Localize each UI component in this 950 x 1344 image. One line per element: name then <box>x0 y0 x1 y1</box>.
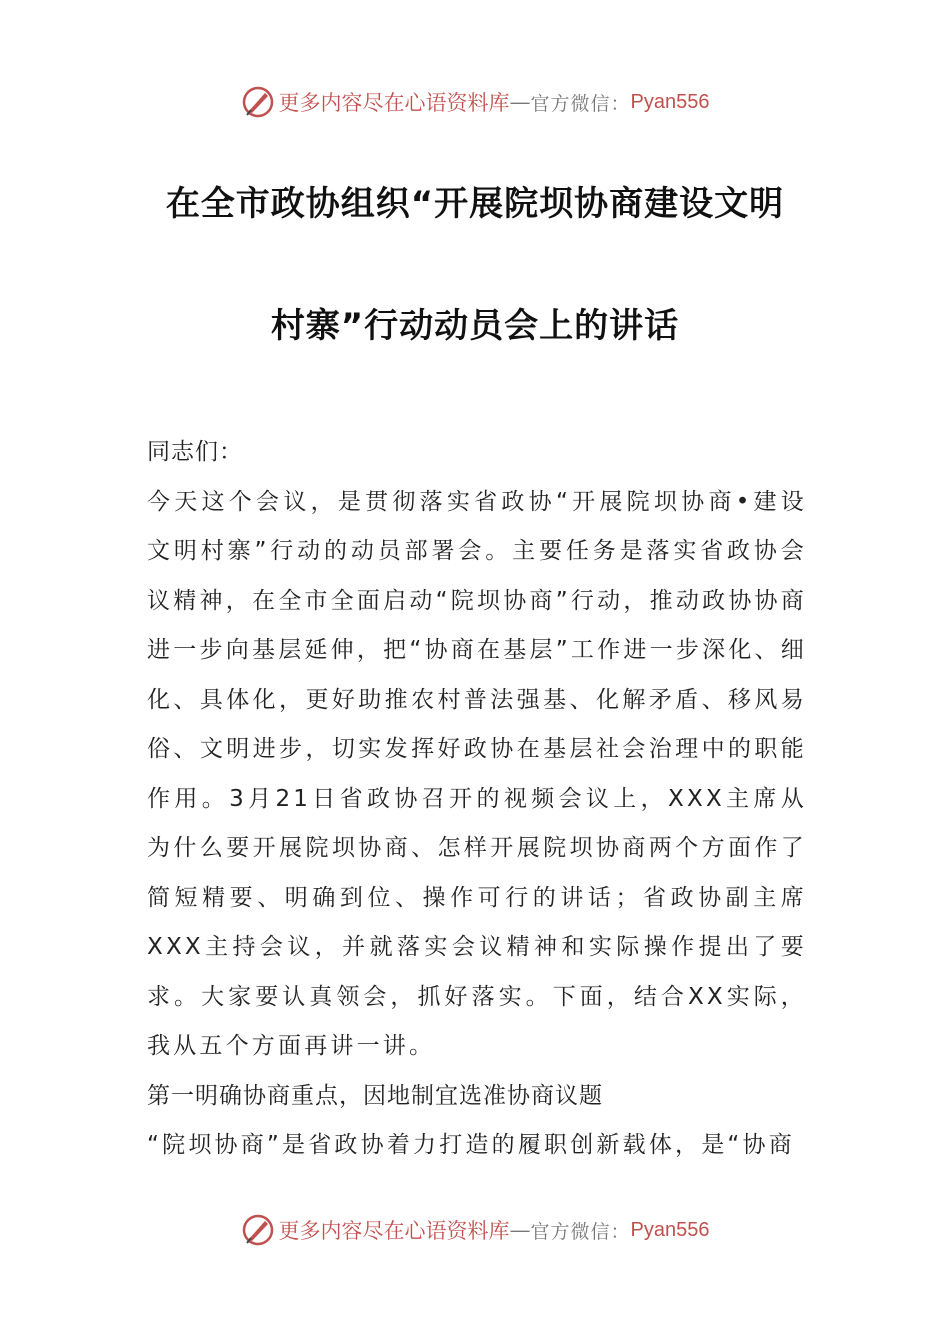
document-title-line-2: 村寨”行动动员会上的讲话 <box>270 306 680 346</box>
greeting: 同志们： <box>147 439 243 465</box>
document-title-line-1: 在全市政协组织“开展院坝协商建设文明 <box>165 184 785 224</box>
header-watermark <box>0 82 950 122</box>
pen-circle-icon <box>241 1213 275 1247</box>
watermark-wechat-label: 官方微信： <box>530 1220 631 1243</box>
watermark-brand-text: 更多内容尽在心语资料库 <box>278 91 510 115</box>
watermark-wechat-id: Pyan556 <box>630 1218 710 1241</box>
watermark-brand-text: 更多内容尽在心语资料库 <box>278 1219 510 1243</box>
watermark-separator: — <box>509 90 531 114</box>
watermark-separator: — <box>509 1218 531 1242</box>
watermark-wechat-label: 官方微信： <box>530 92 631 115</box>
section-heading: 第一明确协商重点，因地制宜选准协商议题 <box>147 1082 603 1109</box>
pen-circle-icon <box>241 85 275 119</box>
watermark-wechat-id: Pyan556 <box>630 90 710 113</box>
document-body <box>147 428 807 1171</box>
body-paragraph: 今天这个会议，是贯彻落实省政协“开展院坝协商•建设文明村寨”行动的动员部署会。主要任务是落实省政协会议精神，在全市全面启动“院坝协商”行动，推动政协协商进一步向基层延伸，把“协商在基层”工作进一步深化、细化、具体化，更好助推农村普法强基、化解矛盾、移风易俗、文明进步，切实发挥好政协在基层社会治理中的职能作用。3月21日省政协召开的视频会议上，XXX主席从为什么要开展院坝协商、怎样开展院坝协商两个方面作了简短精要、明确到位、操作可行的讲话；省政协副主席XXX主持会议，并就落实会议精神和实际操作提出了要求。大家要认真领会，抓好落实。下面，结合XX实际，我从五个方面再讲一讲。 <box>147 488 807 1059</box>
footer-watermark <box>0 1210 950 1250</box>
body-paragraph: “院坝协商”是省政协着力打造的履职创新载体，是“协商 <box>147 1132 795 1158</box>
